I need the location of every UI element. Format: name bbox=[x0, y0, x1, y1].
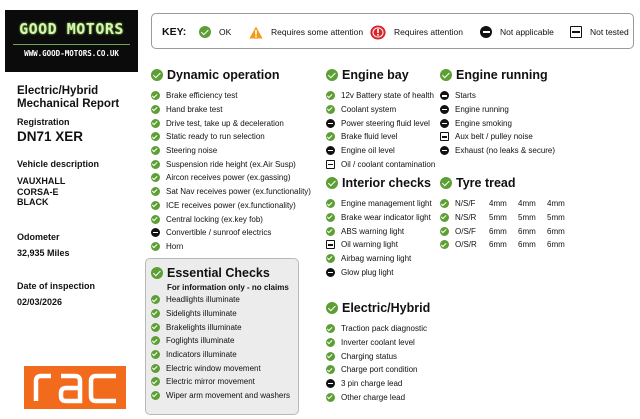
check-item bbox=[326, 252, 432, 266]
ok-icon bbox=[151, 91, 160, 100]
check-item-label: Horn bbox=[166, 241, 184, 251]
ok-icon bbox=[326, 227, 335, 236]
ok-icon bbox=[440, 213, 449, 222]
item-list bbox=[440, 89, 555, 157]
ok-icon bbox=[151, 119, 160, 128]
ok-icon bbox=[151, 187, 160, 196]
check-item-label: Drive test, take up & deceleration bbox=[166, 118, 284, 128]
logo-divider bbox=[13, 44, 130, 45]
check-item-label: Traction pack diagnostic bbox=[341, 324, 427, 334]
check-item bbox=[326, 322, 430, 336]
section-engine-running bbox=[440, 67, 555, 157]
not-applicable-icon bbox=[440, 146, 449, 155]
vehicle-model: CORSA-E bbox=[17, 186, 59, 197]
check-item bbox=[326, 130, 435, 144]
ok-icon bbox=[326, 254, 335, 263]
check-item bbox=[151, 185, 311, 199]
ok-icon bbox=[326, 393, 335, 402]
check-item bbox=[151, 240, 311, 254]
check-item bbox=[326, 363, 430, 377]
ok-icon bbox=[151, 201, 160, 210]
section-electric-hybrid bbox=[326, 300, 430, 404]
not-applicable-icon bbox=[151, 228, 160, 237]
tread-depth: 4mm bbox=[547, 199, 565, 209]
odometer-label: Odometer bbox=[17, 232, 60, 242]
logo-url: WWW.GOOD-MOTORS.CO.UK bbox=[24, 49, 119, 58]
ok-icon bbox=[326, 177, 338, 189]
check-item-label: Engine oil level bbox=[341, 146, 395, 156]
ok-icon bbox=[326, 213, 335, 222]
ok-icon bbox=[151, 160, 160, 169]
check-item-label: Airbag warning light bbox=[341, 254, 412, 264]
ok-icon bbox=[440, 177, 452, 189]
vehicle-make: VAUXHALL bbox=[17, 176, 66, 186]
section-title: Electric/Hybrid bbox=[342, 301, 431, 315]
status-key bbox=[151, 13, 634, 49]
check-item-label: Aux belt / pulley noise bbox=[455, 132, 533, 142]
section-title: Tyre tread bbox=[456, 176, 516, 190]
report-title-line2: Mechanical Report bbox=[17, 98, 120, 110]
check-item-label: Electric window movement bbox=[166, 363, 261, 373]
registration-label: Registration bbox=[17, 117, 70, 127]
check-item bbox=[151, 212, 311, 226]
check-item-label: Static ready to run selection bbox=[166, 132, 265, 142]
tread-depth: 6mm bbox=[489, 240, 507, 250]
report-title-line1: Electric/Hybrid bbox=[17, 85, 99, 97]
check-item bbox=[151, 130, 311, 144]
check-item bbox=[326, 238, 432, 252]
check-item-label: Starts bbox=[455, 91, 476, 101]
check-item bbox=[326, 377, 430, 391]
item-list bbox=[326, 89, 435, 171]
not-tested-icon bbox=[326, 160, 335, 169]
ok-icon bbox=[326, 199, 335, 208]
ok-icon bbox=[199, 26, 211, 38]
ok-icon bbox=[326, 338, 335, 347]
key-item-warning bbox=[249, 14, 363, 50]
check-item-label: Foglights illuminate bbox=[166, 336, 235, 346]
essential-subtitle: For information only - no claims bbox=[167, 283, 289, 292]
check-item bbox=[326, 336, 430, 350]
ok-icon bbox=[151, 215, 160, 224]
ok-icon bbox=[151, 309, 160, 318]
logo-title: GOOD MOTORS bbox=[19, 20, 124, 38]
key-title-wrap bbox=[162, 14, 186, 50]
check-item bbox=[326, 144, 435, 158]
vehicle-description bbox=[17, 176, 65, 208]
warning-icon bbox=[249, 26, 263, 39]
check-item-label: Brake fluid level bbox=[341, 132, 398, 142]
check-item bbox=[151, 89, 311, 103]
key-label-not-tested: Not tested bbox=[590, 27, 629, 37]
check-item-label: Sidelights illuminate bbox=[166, 309, 237, 319]
key-item-not-tested bbox=[570, 14, 629, 50]
not-applicable-icon bbox=[480, 26, 492, 38]
ok-icon bbox=[326, 69, 338, 81]
check-item-label: N/S/R bbox=[455, 213, 477, 223]
check-item bbox=[326, 157, 435, 171]
ok-icon bbox=[326, 302, 338, 314]
key-title: KEY: bbox=[162, 26, 187, 38]
check-item-label: Oil warning light bbox=[341, 240, 398, 250]
ok-icon bbox=[326, 105, 335, 114]
tread-depth: 6mm bbox=[489, 226, 507, 236]
tread-depth: 6mm bbox=[518, 240, 536, 250]
check-item bbox=[151, 171, 311, 185]
key-label-warning: Requires some attention bbox=[271, 27, 364, 37]
ok-icon bbox=[151, 391, 160, 400]
item-list bbox=[151, 293, 290, 403]
check-item-label: Engine running bbox=[455, 105, 509, 115]
ok-icon bbox=[151, 336, 160, 345]
tread-depth: 5mm bbox=[518, 213, 536, 223]
item-list bbox=[151, 89, 311, 253]
check-item bbox=[151, 334, 290, 348]
section-title: Engine running bbox=[456, 68, 548, 82]
check-item-label: Inverter coolant level bbox=[341, 338, 415, 348]
check-item-label: Charging status bbox=[341, 351, 398, 361]
check-item bbox=[151, 103, 311, 117]
check-item bbox=[326, 390, 430, 404]
check-item-label: Engine management light bbox=[341, 199, 432, 209]
key-label-not-applicable: Not applicable bbox=[500, 27, 554, 37]
check-item bbox=[326, 89, 435, 103]
not-tested-icon bbox=[570, 26, 582, 38]
ok-icon bbox=[151, 132, 160, 141]
ok-icon bbox=[326, 91, 335, 100]
vehicle-colour: BLACK bbox=[17, 197, 49, 207]
section-title: Engine bay bbox=[342, 68, 409, 82]
inspection-date-label: Date of inspection bbox=[17, 281, 96, 291]
ok-icon bbox=[151, 295, 160, 304]
check-item-label: Aircon receives power (ex.gassing) bbox=[166, 173, 291, 183]
ok-icon bbox=[151, 146, 160, 155]
check-item-label: Glow plug light bbox=[341, 267, 394, 277]
tread-depth: 4mm bbox=[518, 199, 536, 209]
section-interior-checks bbox=[326, 175, 432, 279]
inspection-date-value: 02/03/2026 bbox=[17, 297, 63, 307]
check-item bbox=[326, 265, 432, 279]
check-item-label: Electric mirror movement bbox=[166, 377, 255, 387]
check-item bbox=[440, 238, 570, 252]
check-item bbox=[151, 116, 311, 130]
good-motors-logo bbox=[5, 10, 138, 72]
ok-icon bbox=[440, 227, 449, 236]
check-item-label: Indicators illuminate bbox=[166, 350, 237, 360]
check-item-label: 3 pin charge lead bbox=[341, 379, 403, 389]
not-applicable-icon bbox=[326, 379, 335, 388]
check-item-label: Sat Nav receives power (ex.functionality) bbox=[166, 187, 311, 197]
check-item-label: ICE receives power (ex.functionality) bbox=[166, 200, 296, 210]
item-list bbox=[440, 197, 570, 252]
check-item bbox=[326, 197, 432, 211]
not-applicable-icon bbox=[440, 105, 449, 114]
ok-icon bbox=[440, 199, 449, 208]
not-applicable-icon bbox=[440, 119, 449, 128]
section-engine-bay bbox=[326, 67, 435, 171]
odometer-value: 32,935 Miles bbox=[17, 248, 70, 258]
not-applicable-icon bbox=[326, 268, 335, 277]
check-item-label: Oil / coolant contamination bbox=[341, 159, 436, 169]
check-item-label: O/S/R bbox=[455, 240, 477, 250]
check-item bbox=[440, 89, 555, 103]
rac-logo bbox=[24, 366, 126, 409]
ok-icon bbox=[151, 323, 160, 332]
check-item bbox=[440, 103, 555, 117]
check-item-label: O/S/F bbox=[455, 226, 476, 236]
item-list bbox=[326, 197, 432, 279]
ok-icon bbox=[151, 69, 163, 81]
section-essential-checks bbox=[151, 265, 290, 403]
check-item bbox=[440, 130, 555, 144]
not-tested-icon bbox=[326, 240, 335, 249]
check-item bbox=[151, 348, 290, 362]
ok-icon bbox=[151, 105, 160, 114]
check-item bbox=[440, 144, 555, 158]
section-title: Interior checks bbox=[342, 176, 431, 190]
ok-icon bbox=[151, 377, 160, 386]
registration-value: DN71 XER bbox=[17, 129, 84, 144]
ok-icon bbox=[151, 350, 160, 359]
key-label-ok: OK bbox=[219, 27, 232, 37]
ok-icon bbox=[440, 69, 452, 81]
section-title: Essential Checks bbox=[167, 266, 270, 280]
tread-depth: 4mm bbox=[489, 199, 507, 209]
not-applicable-icon bbox=[326, 146, 335, 155]
vehicle-description-label: Vehicle description bbox=[17, 159, 100, 169]
check-item bbox=[151, 389, 290, 403]
check-item bbox=[440, 211, 570, 225]
check-item bbox=[151, 226, 311, 240]
section-dynamic-operation bbox=[151, 67, 311, 253]
ok-icon bbox=[326, 324, 335, 333]
check-item bbox=[326, 211, 432, 225]
ok-icon bbox=[326, 132, 335, 141]
key-item-not-applicable bbox=[480, 14, 554, 50]
tread-depth: 6mm bbox=[547, 226, 565, 236]
check-item-label: Other charge lead bbox=[341, 392, 406, 402]
check-item bbox=[151, 157, 311, 171]
ok-icon bbox=[326, 365, 335, 374]
not-applicable-icon bbox=[440, 91, 449, 100]
check-item bbox=[151, 144, 311, 158]
ok-icon bbox=[151, 173, 160, 182]
section-tyre-tread bbox=[440, 175, 570, 252]
check-item-label: Coolant system bbox=[341, 105, 397, 115]
check-item-label: Engine smoking bbox=[455, 118, 512, 128]
check-item bbox=[151, 199, 311, 213]
check-item-label: Steering noise bbox=[166, 146, 218, 156]
check-item bbox=[326, 103, 435, 117]
ok-icon bbox=[151, 364, 160, 373]
check-item-label: Central locking (ex.key fob) bbox=[166, 214, 263, 224]
ok-icon bbox=[151, 242, 160, 251]
key-item-attention bbox=[370, 14, 463, 50]
ok-icon bbox=[151, 267, 163, 279]
section-title: Dynamic operation bbox=[167, 68, 280, 82]
check-item-label: Convertible / sunroof electrics bbox=[166, 228, 272, 238]
check-item-label: Hand brake test bbox=[166, 105, 223, 115]
key-item-ok bbox=[199, 14, 231, 50]
check-item-label: Suspension ride height (ex.Air Susp) bbox=[166, 159, 296, 169]
check-item bbox=[440, 224, 570, 238]
check-item-label: Power steering fluid level bbox=[341, 118, 430, 128]
check-item-label: Headlights illuminate bbox=[166, 295, 240, 305]
check-item-label: Brake wear indicator light bbox=[341, 213, 431, 223]
check-item-label: ABS warning light bbox=[341, 226, 405, 236]
tread-depth: 5mm bbox=[547, 213, 565, 223]
vehicle-details bbox=[17, 85, 142, 111]
tread-depth: 6mm bbox=[547, 240, 565, 250]
attention-icon bbox=[370, 25, 386, 40]
ok-icon bbox=[326, 352, 335, 361]
check-item-label: Brakelights illuminate bbox=[166, 322, 242, 332]
check-item-label: Wiper arm movement and washers bbox=[166, 391, 291, 401]
tread-depth: 5mm bbox=[489, 213, 507, 223]
check-item bbox=[151, 361, 290, 375]
not-applicable-icon bbox=[326, 119, 335, 128]
check-item bbox=[326, 224, 432, 238]
check-item-label: Charge port condition bbox=[341, 365, 418, 375]
key-label-attention: Requires attention bbox=[394, 27, 463, 37]
check-item bbox=[151, 293, 290, 307]
check-item bbox=[326, 349, 430, 363]
check-item bbox=[151, 320, 290, 334]
check-item-label: N/S/F bbox=[455, 199, 476, 209]
check-item-label: 12v Battery state of health bbox=[341, 91, 434, 101]
check-item bbox=[326, 116, 435, 130]
check-item-label: Exhaust (no leaks & secure) bbox=[455, 146, 556, 156]
not-tested-icon bbox=[440, 132, 449, 141]
check-item bbox=[151, 375, 290, 389]
check-item bbox=[151, 307, 290, 321]
check-item bbox=[440, 116, 555, 130]
check-item bbox=[440, 197, 570, 211]
item-list bbox=[326, 322, 430, 404]
check-item-label: Brake efficiency test bbox=[166, 91, 238, 101]
tread-depth: 6mm bbox=[518, 226, 536, 236]
ok-icon bbox=[440, 240, 449, 249]
